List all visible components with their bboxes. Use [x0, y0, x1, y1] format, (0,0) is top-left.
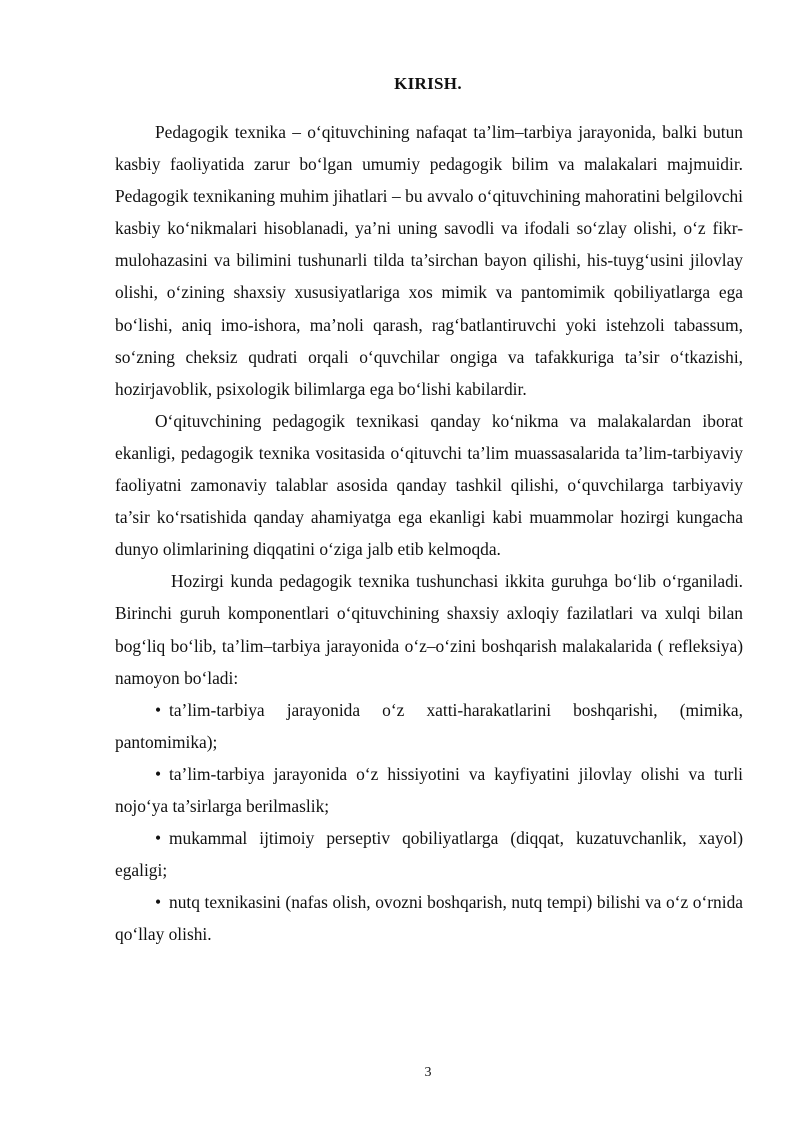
paragraph-2: O‘qituvchining pedagogik texnikasi qanday ko‘nikma va malakalardan iborat ekanligi, pedagogik texnika vositasida o‘qituvchi ta’lim muassasalarida ta’lim-tarbiyaviy faoliyatni zamonaviy talablar asosida qanday tashkil qilishi, o‘quvchilarga tarbiyaviy ta’sir ko‘rsatishida qanday ahamiyatga ega ekanligi kabi muammolar hozirgi kungacha dunyo olimlarining diqqatini o‘ziga jalb etib kelmoqda. [115, 410, 743, 560]
page-title: KIRISH. [394, 74, 462, 93]
bullet-text: ta’lim-tarbiya jarayonida o‘z hissiyotini va kayfiyatini jilovlay olishi va turli nojo‘ya ta’sirlarga berilmaslik; [115, 763, 743, 816]
bullet-icon: • [155, 828, 162, 849]
bullet-text: nutq texnikasini (nafas olish, ovozni boshqarish, nutq tempi) bilishi va o‘z o‘rnida qo‘llay olishi. [115, 892, 743, 945]
bullet-item-1 [115, 694, 743, 758]
bullet-text: ta’lim-tarbiya jarayonida o‘z xatti-harakatlarini boshqarishi, (mimika, pantomimika); [115, 699, 743, 752]
bullet-icon: • [155, 699, 162, 720]
bullet-icon: • [155, 892, 162, 913]
document-body [115, 116, 743, 950]
page-number: 3 [424, 1065, 432, 1080]
paragraph-3: Hozirgi kunda pedagogik texnika tushunchasi ikkita guruhga bo‘lib o‘rganiladi. Birinchi guruh komponentlari o‘qituvchining shaxsiy axloqiy fazilatlari va xulqi bilan bog‘liq bo‘lib, ta’lim–tarbiya jarayonida o‘z–o‘zini boshqarish malakalarida ( refleksiya) namoyon bo‘ladi: [115, 571, 743, 688]
bullet-item-2 [115, 758, 743, 822]
bullet-item-4 [115, 886, 743, 950]
bullet-text: mukammal ijtimoiy perseptiv qobiliyatlarga (diqqat, kuzatuvchanlik, xayol) egaligi; [115, 828, 743, 881]
bullet-item-3 [115, 822, 743, 886]
paragraph-1: Pedagogik texnika – o‘qituvchining nafaqat ta’lim–tarbiya jarayonida, balki butun kasbiy faoliyatida zarur bo‘lgan umumiy pedagogik bilim va malakalari majmuidir. Pedagogik texnikaning muhim jihatlari – bu avvalo o‘qituvchining mahoratini belgilovchi kasbiy ko‘nikmalari hisoblanadi, ya’ni uning savodli va ifodali so‘zlay olishi, o‘z fikr-mulohazasini va bilimini tushunarli tilda ta’sirchan bayon qilishi, his-tuyg‘usini jilovlay olishi, o‘zining shaxsiy xususiyatlariga xos mimik va pantomimik qobiliyatlarga ega bo‘lishi, aniq imo-ishora, ma’noli qarash, rag‘batlantiruvchi yoki istehzoli tabassum, so‘zning cheksiz qudrati orqali o‘quvchilar ongiga va tafakkuriga ta’sir o‘tkazishi, hozirjavoblik, psixologik bilimlarga ega bo‘lishi kabilardir. [115, 122, 743, 399]
bullet-icon: • [155, 763, 162, 784]
